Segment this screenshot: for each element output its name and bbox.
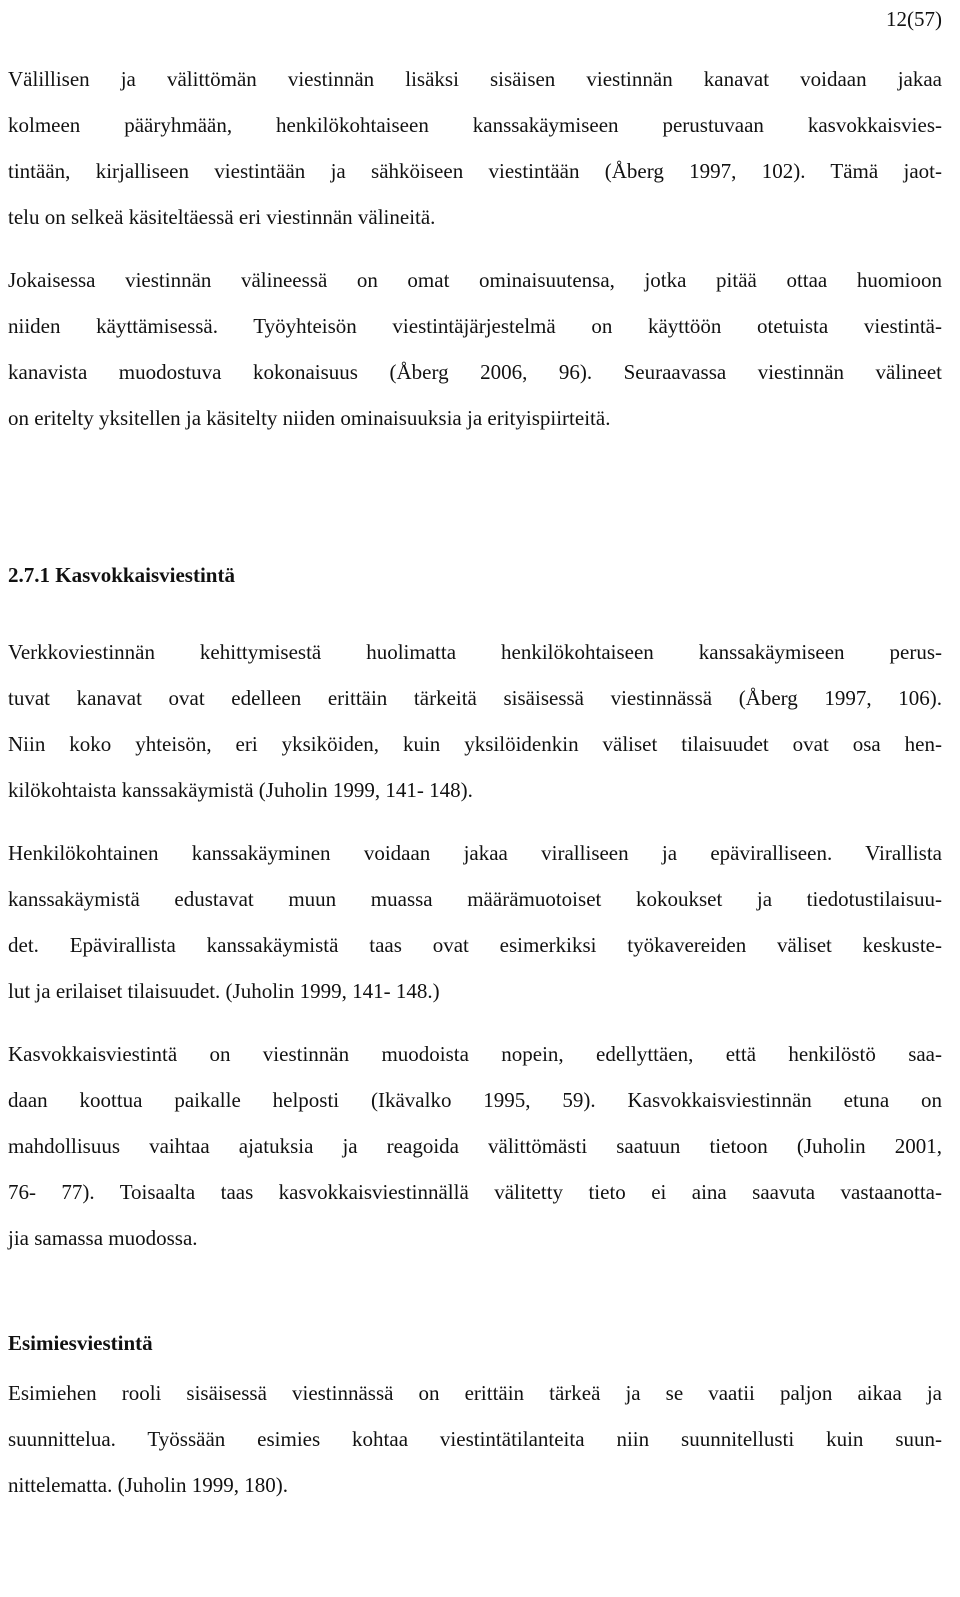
paragraph-communication-channels xyxy=(8,56,942,240)
paragraph-official-unofficial xyxy=(8,830,942,1014)
paragraph-communication-tools xyxy=(8,257,942,441)
document-body xyxy=(8,56,942,1525)
text-line: Verkkoviestinnän kehittymisestä huolimatta henkilökohtaiseen kanssakäymiseen perus- xyxy=(8,640,942,664)
text-line: tintään, kirjalliseen viestintään ja sähköiseen viestintään (Åberg 1997, 102). Tämä jaot- xyxy=(8,159,942,183)
text-line: Henkilökohtainen kanssakäyminen voidaan jakaa viralliseen ja epäviralliseen. Virallista xyxy=(8,841,942,865)
text-line: daan koottua paikalle helposti (Ikävalko 1995, 59). Kasvokkaisviestinnän etuna on xyxy=(8,1088,942,1112)
text-line: lut ja erilaiset tilaisuudet. (Juholin 1999, 141- 148.) xyxy=(8,979,440,1003)
text-line: kanssakäymistä edustavat muun muassa määrämuotoiset kokoukset ja tiedotustilaisuu- xyxy=(8,887,942,911)
text-line: niiden käyttämisessä. Työyhteisön viestintäjärjestelmä on käyttöön otetuista viestintä- xyxy=(8,314,942,338)
text-line: mahdollisuus vaihtaa ajatuksia ja reagoida välittömästi saatuun tietoon (Juholin 2001, xyxy=(8,1134,942,1158)
text-line: Esimiehen rooli sisäisessä viestinnässä on erittäin tärkeä ja se vaatii paljon aikaa ja xyxy=(8,1381,942,1405)
text-line: kolmeen pääryhmään, henkilökohtaiseen kanssakäymiseen perustuvaan kasvokkaisvies- xyxy=(8,113,942,137)
paragraph-face-to-face-importance xyxy=(8,629,942,813)
text-line: nittelematta. (Juholin 1999, 180). xyxy=(8,1473,288,1497)
text-line: on eritelty yksitellen ja käsitelty niiden ominaisuuksia ja erityispiirteitä. xyxy=(8,406,611,430)
page-number: 12(57) xyxy=(886,7,942,31)
text-line: kanavista muodostuva kokonaisuus (Åberg 2006, 96). Seuraavassa viestinnän välineet xyxy=(8,360,942,384)
text-line: det. Epävirallista kanssakäymistä taas ovat esimerkiksi työkavereiden väliset keskuste- xyxy=(8,933,942,957)
text-line: kilökohtaista kanssakäymistä (Juholin 1999, 141- 148). xyxy=(8,778,473,802)
text-line: Kasvokkaisviestintä on viestinnän muodoista nopein, edellyttäen, että henkilöstö saa- xyxy=(8,1042,942,1066)
text-line: Niin koko yhteisön, eri yksiköiden, kuin yksilöidenkin väliset tilaisuudet ovat osa hen- xyxy=(8,732,942,756)
text-line: telu on selkeä käsiteltäessä eri viestinnän välineitä. xyxy=(8,205,436,229)
text-line: tuvat kanavat ovat edelleen erittäin tärkeitä sisäisessä viestinnässä (Åberg 1997, 106). xyxy=(8,686,942,710)
text-line: Välillisen ja välittömän viestinnän lisäksi sisäisen viestinnän kanavat voidaan jakaa xyxy=(8,67,942,91)
subheading: Esimiesviestintä xyxy=(8,1331,153,1355)
text-line: suunnittelua. Työssään esimies kohtaa viestintätilanteita niin suunnitellusti kuin suun- xyxy=(8,1427,942,1451)
text-line: 76- 77). Toisaalta taas kasvokkaisviestinnällä välitetty tieto ei aina saavuta vastaanotta- xyxy=(8,1180,942,1204)
paragraph-face-to-face-speed xyxy=(8,1031,942,1261)
paragraph-supervisor-role xyxy=(8,1370,942,1508)
section-heading: 2.7.1 Kasvokkaisviestintä xyxy=(8,563,235,587)
text-line: Jokaisessa viestinnän välineessä on omat ominaisuutensa, jotka pitää ottaa huomioon xyxy=(8,268,942,292)
text-line: jia samassa muodossa. xyxy=(8,1226,198,1250)
